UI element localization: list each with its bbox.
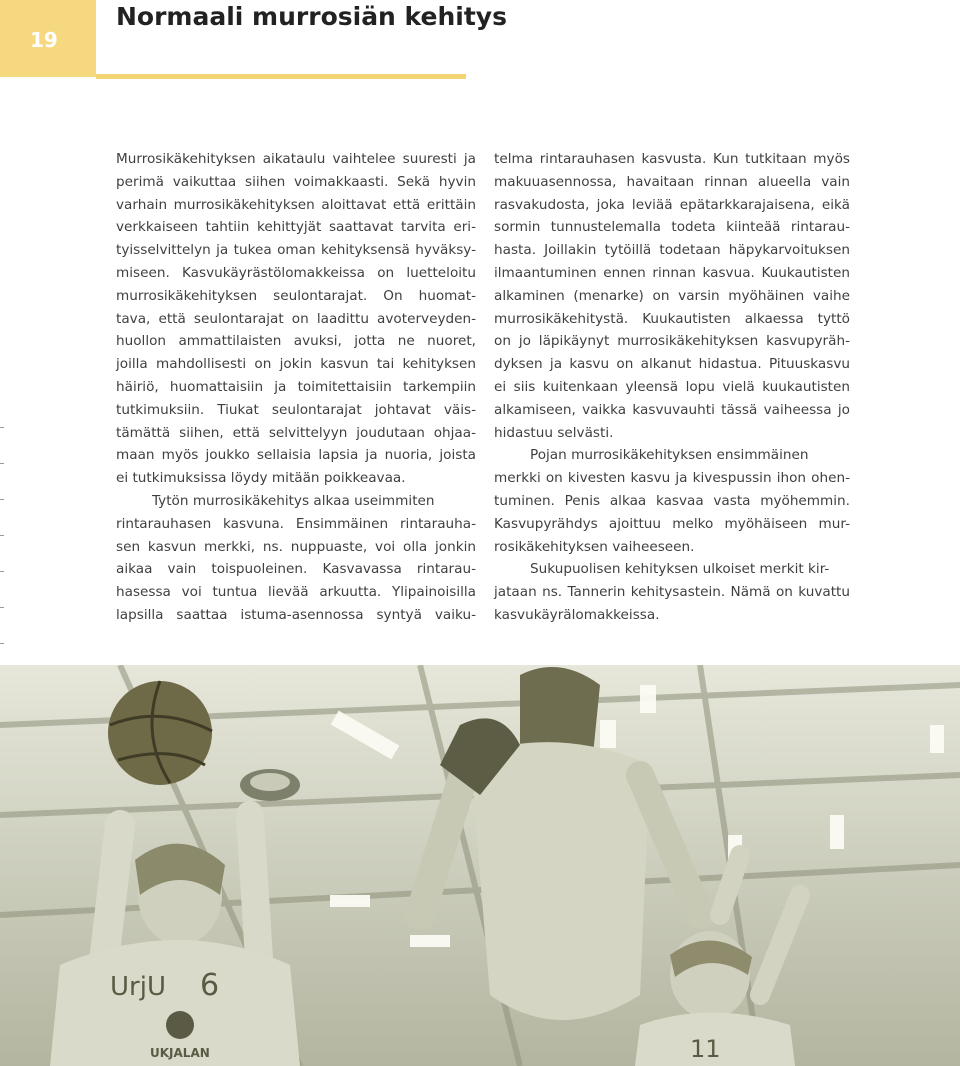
text-line: tutkimuksiin. Tiukat seulontarajat johtavat väis- bbox=[116, 401, 476, 418]
text-line: on jo läpikäynyt murrosikäkehityksen kasvupyräh- bbox=[494, 333, 850, 350]
text-line: rintarauhasen kasvuna. Ensimmäinen rintarauha- bbox=[116, 515, 476, 532]
text-line: perimä vaikuttaa siihen voimakkaasti. Sekä hyvin bbox=[116, 173, 476, 190]
text-line: huollon ammattilaisten avuksi, jotta ne nuoret, bbox=[116, 333, 476, 350]
text-line: Murrosikäkehityksen aikataulu vaihtelee suuresti ja bbox=[116, 151, 476, 167]
text-line: murrosikäkehityksen seulontarajat. On huomat- bbox=[116, 287, 476, 304]
page-number-box bbox=[0, 0, 96, 77]
text-line: verkkaiseen tahtiin kehittyjät saattavat tarvita eri- bbox=[116, 219, 476, 236]
text-line: Tytön murrosikäkehitys alkaa useimmiten bbox=[152, 492, 435, 509]
text-line: telma rintarauhasen kasvusta. Kun tutkitaan myös bbox=[494, 151, 850, 167]
left-text-column bbox=[116, 148, 476, 627]
text-line: jataan ns. Tannerin kehitysastein. Nämä on kuvattu bbox=[494, 584, 850, 601]
text-line: ei tutkimuksissa löydy mitään poikkeavaa. bbox=[116, 470, 406, 487]
text-line: makuuasennossa, havaitaan rinnan alueella vain bbox=[494, 173, 850, 190]
shirt-text: UrjU bbox=[110, 972, 166, 1002]
text-line: hidastuu selvästi. bbox=[494, 424, 614, 441]
text-line: aikaa vain toispuoleinen. Kasvavassa rintarau- bbox=[116, 561, 476, 578]
text-line: miseen. Kasvukäyrästölomakkeissa on luetteloitu bbox=[116, 264, 476, 281]
text-line: dyksen ja kasvu on alkanut hidastua. Pituuskasvu bbox=[494, 356, 850, 373]
text-line: ilmaantuminen ennen rinnan kasvua. Kuukautisten bbox=[494, 264, 850, 281]
text-line: Pojan murrosikäkehityksen ensimmäinen bbox=[530, 447, 809, 464]
title-underline bbox=[96, 74, 466, 79]
basketball-photo bbox=[0, 665, 960, 1066]
shirt-number-right: 11 bbox=[690, 1035, 721, 1063]
text-line: rasvakudosta, joka leviää epätarkkarajaisena, eikä bbox=[494, 196, 850, 213]
text-line: maan myös joukko sellaisia lapsia ja nuoria, joista bbox=[116, 447, 476, 464]
text-line: ei siis kuitenkaan yleensä lopu vielä kuukautisten bbox=[494, 378, 850, 395]
text-line: merkki on kivesten kasvu ja kivespussin ihon ohen- bbox=[494, 470, 850, 487]
text-line: Sukupuolisen kehityksen ulkoiset merkit kir- bbox=[530, 561, 830, 578]
right-text-column bbox=[494, 148, 850, 627]
text-line: häiriö, huomattaisiin ja toimitettaisiin tarkempiin bbox=[116, 378, 476, 395]
text-line: joilla mahdollisesti on jokin kasvun tai kehityksen bbox=[116, 356, 476, 373]
photo-illustration bbox=[0, 665, 960, 1066]
text-line: kasvukäyrälomakkeissa. bbox=[494, 606, 660, 623]
text-line: alkamiseen, vaikka kasvuvauhti tässä vaiheessa jo bbox=[494, 401, 850, 418]
text-line: murrosikäkehitystä. Kuukautisten alkaessa tyttö bbox=[494, 310, 850, 327]
text-line: tyisselvittelyn ja tukea oman kehityksensä hyväksy- bbox=[116, 242, 476, 259]
shirt-number-left: 6 bbox=[200, 968, 220, 1003]
text-line: hasta. Joillakin tytöillä todetaan häpykarvoituksen bbox=[494, 242, 850, 259]
text-line: lapsilla saattaa istuma-asennossa syntyä vaiku- bbox=[116, 606, 476, 623]
page-number: 19 bbox=[30, 28, 58, 52]
text-line: tämättä siihen, että selvittelyyn joudutaan ohjaa- bbox=[116, 424, 476, 441]
text-line: rosikäkehityksen vaiheeseen. bbox=[494, 538, 695, 555]
text-line: alkaminen (menarke) on varsin myöhäinen vaihe bbox=[494, 287, 850, 304]
text-line: tuminen. Penis alkaa kasvaa vasta myöhemmin. bbox=[494, 492, 850, 509]
shirt-logo-text: UKJALAN bbox=[150, 1046, 210, 1060]
text-line: sen kasvun merkki, ns. nuppuaste, voi olla jonkin bbox=[116, 538, 476, 555]
text-line: varhain murrosikäkehityksen aloittavat että erittäin bbox=[116, 196, 476, 213]
text-line: Kasvupyrähdys ajoittuu melko myöhäiseen mur- bbox=[494, 515, 850, 532]
text-line: sormin tunnustelemalla todeta kiinteää rintarau- bbox=[494, 219, 850, 236]
text-line: tava, että seulontarajat on laadittu avoterveyden- bbox=[116, 310, 476, 327]
text-line: hasessa voi tuntua lievää arkuutta. Ylipainoisilla bbox=[116, 584, 476, 601]
page-title: Normaali murrosiän kehitys bbox=[116, 2, 507, 31]
